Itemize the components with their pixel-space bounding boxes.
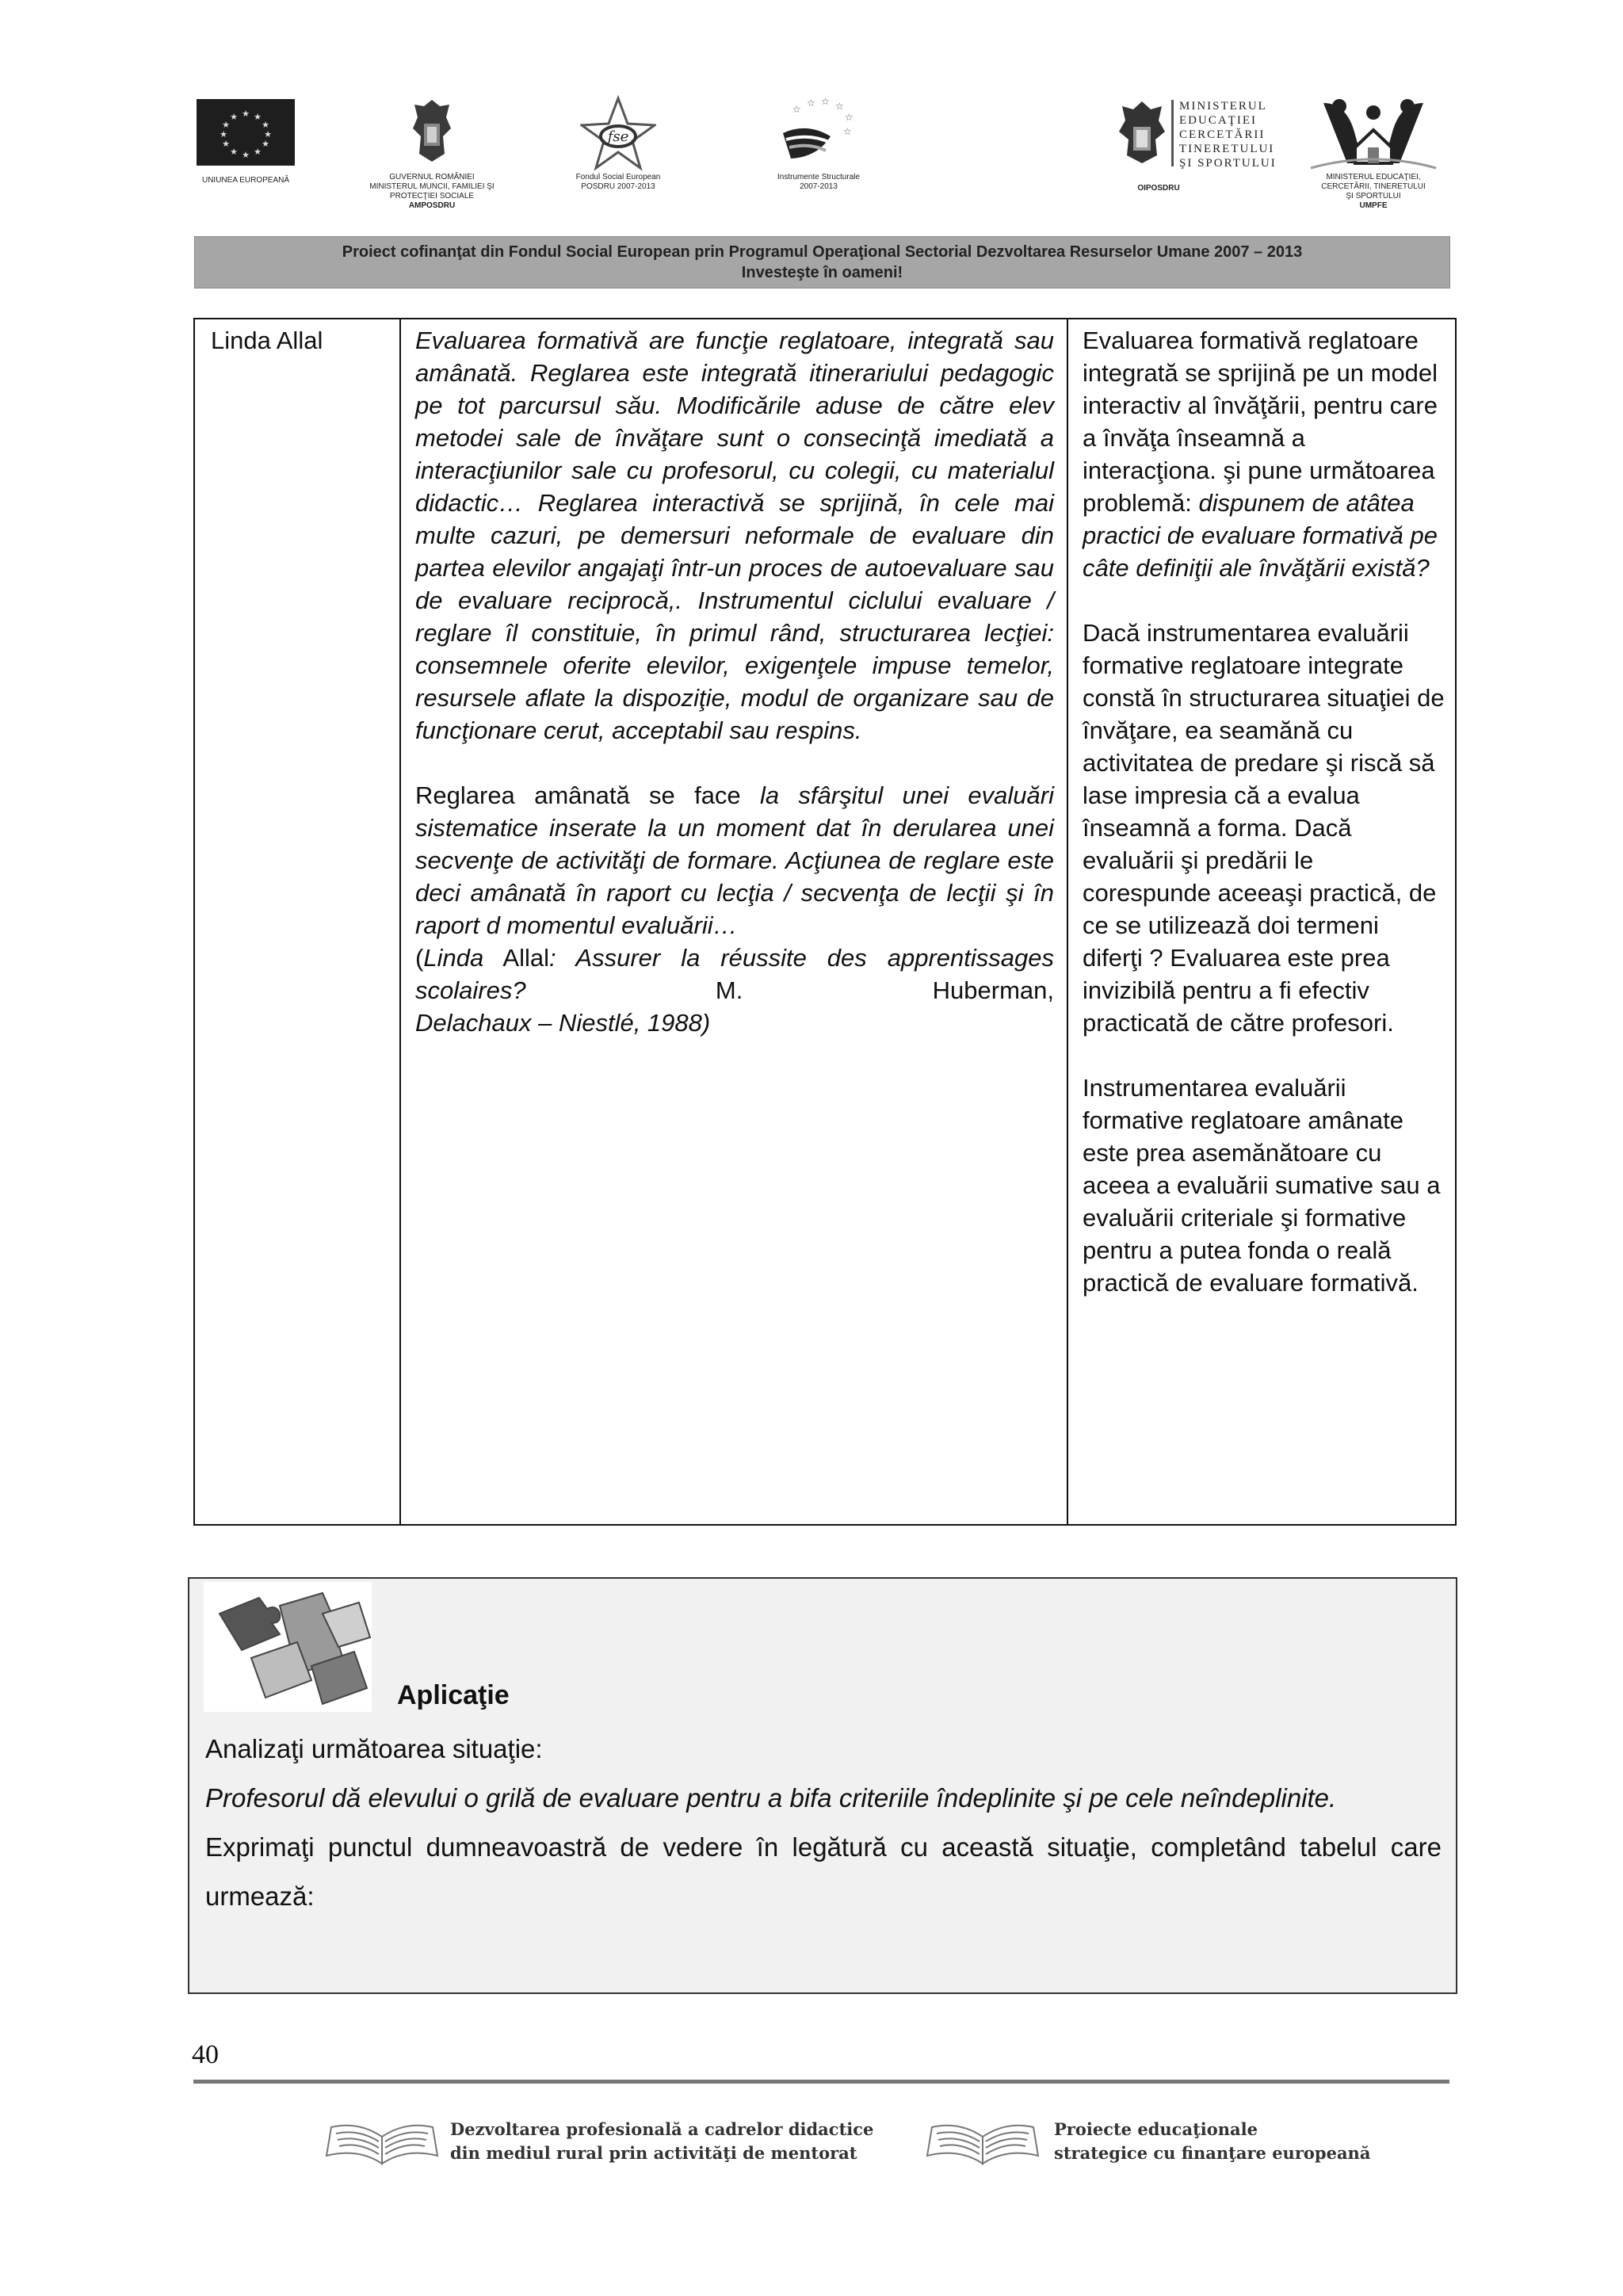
ministry-crest-logo [1114, 100, 1170, 166]
footer-series-title [1054, 2118, 1370, 2165]
ministry-name-line: MINISTERUL [1179, 100, 1267, 113]
is-caption [759, 173, 878, 192]
is-caption-line: 2007-2013 [800, 182, 838, 191]
svg-text:★: ★ [230, 112, 238, 122]
fse-caption-line: POSDRU 2007-2013 [581, 182, 655, 191]
romanian-crest-logo [408, 97, 456, 165]
fse-star-logo [580, 95, 656, 171]
ministry-name-line: TINERETULUI [1179, 143, 1275, 155]
svg-text:★: ★ [220, 129, 227, 139]
citation-part: : Assurer la réussite des apprentissages scolaires? [415, 944, 1054, 1004]
svg-text:☆: ☆ [843, 126, 852, 137]
citation [415, 942, 1054, 1007]
citation-publisher: Delachaux – Niestlé, 1988) [415, 1009, 711, 1037]
quote-text: Reglarea amânată se face [415, 781, 760, 809]
umpfe-caption-line: MINISTERUL EDUCAŢIEI, [1326, 173, 1421, 181]
structural-instruments-logo [775, 95, 859, 170]
oiposdru-caption: OIPOSDRU [1137, 184, 1180, 193]
footer-line: strategice cu finanţare europeană [1054, 2143, 1371, 2163]
svg-text:★: ★ [242, 150, 250, 160]
svg-text:★: ★ [222, 139, 230, 149]
footer-rule [193, 2080, 1449, 2084]
footer-line: Proiecte educaţionale [1054, 2119, 1258, 2139]
quote-text-italic: la sfârşitul unei evaluări sistematice inserate la un moment dat în derularea unei secvenţe de activităţi de formare. Acţiunea de reglare este deci amânată în raport cu lecţia / secvenţa de lecţii şi în raport d momentul evaluării… [415, 781, 1054, 939]
commentary-paragraph: Instrumentarea evaluării formative reglatoare amânate este prea asemănătoare cu aceea a evaluării sumative sau a evaluării criteriale şi formative pentru a putea fonda o reală practică de evaluare formativă. [1083, 1074, 1441, 1297]
commentary-paragraph [1083, 324, 1445, 584]
page-number: 40 [192, 2040, 219, 2069]
umpfe-caption-line: ŞI SPORTULUI [1346, 192, 1401, 201]
quote-paragraph [415, 779, 1054, 942]
ministry-name [1179, 99, 1277, 170]
footer-program-title [450, 2118, 873, 2165]
application-task: Exprimaţi punctul dumneavoastră de vedere în legătură cu această situaţie, completând tabelul care urmează: [205, 1832, 1442, 1911]
gov-caption [361, 173, 503, 211]
svg-text:★: ★ [230, 147, 238, 157]
ministry-divider [1171, 100, 1174, 166]
content-table [193, 318, 1457, 1526]
svg-text:fse: fse [607, 128, 629, 145]
project-banner [194, 236, 1450, 288]
gov-caption-line: AMPOSDRU [408, 201, 456, 210]
footer-line: Dezvoltarea profesională a cadrelor didactice [450, 2119, 874, 2139]
svg-text:★: ★ [264, 129, 272, 139]
citation-part: M. Huberman, [525, 976, 1054, 1004]
application-box [188, 1577, 1457, 1994]
gov-caption-line: MINISTERUL MUNCII, FAMILIEI ŞI [369, 182, 495, 191]
application-instruction: Analizaţi următoarea situaţie: [205, 1734, 543, 1763]
gov-caption-line: GUVERNUL ROMÂNIEI [389, 173, 475, 181]
application-situation: Profesorul dă elevului o grilă de evaluare pentru a bifa criteriile îndeplinite şi pe cele neîndeplinite. [205, 1783, 1337, 1813]
application-body [205, 1725, 1442, 1921]
banner-line: Proiect cofinanţat din Fondul Social European prin Programul Operaţional Sectorial Dezvoltarea Resurselor Umane 2007 – 2013 [342, 243, 1303, 261]
citation-part: ( [415, 944, 424, 972]
gov-caption-line: PROTECŢIEI SOCIALE [389, 192, 475, 201]
svg-text:★: ★ [254, 112, 262, 122]
svg-text:★: ★ [242, 109, 250, 119]
banner-slogan: Investeşte în oameni! [741, 264, 903, 281]
open-book-icon [319, 2116, 445, 2172]
umpfe-caption-line: UMPFE [1359, 201, 1388, 210]
svg-text:★: ★ [262, 120, 269, 130]
is-caption-line: Instrumente Structurale [777, 173, 860, 181]
commentary-question: dispunem de atâtea practici de evaluare formativă pe câte definiţii ale învăţării există? [1083, 489, 1438, 582]
svg-text:★: ★ [262, 139, 269, 149]
eu-flag-logo [197, 99, 295, 166]
svg-text:☆: ☆ [807, 97, 815, 109]
citation-part: Linda [423, 944, 484, 972]
ministry-name-line: EDUCAŢIEI [1179, 114, 1257, 127]
fse-caption [559, 173, 678, 192]
fse-caption-line: Fondul Social European [575, 173, 661, 181]
column-divider [1067, 319, 1068, 1524]
ministry-name-line: ŞI SPORTULUI [1179, 157, 1277, 170]
commentary-cell [1083, 324, 1445, 1299]
svg-text:☆: ☆ [821, 96, 830, 107]
eu-caption: UNIUNEA EUROPEANĂ [201, 176, 290, 185]
author-cell: Linda Allal [211, 327, 323, 354]
umpfe-logo [1308, 95, 1439, 171]
umpfe-caption [1306, 173, 1441, 211]
open-book-icon [919, 2116, 1046, 2172]
column-divider [399, 319, 401, 1524]
svg-text:☆: ☆ [835, 101, 844, 112]
umpfe-caption-line: CERCETĂRII, TINERETULUI [1321, 182, 1426, 191]
commentary-paragraph: Dacă instrumentarea evaluării formative reglatoare integrate constă în structurarea situaţiei de învăţare, ea seamănă cu activitatea de predare şi riscă să lase impresia că a evalua înseamnă a forma. Dacă evaluării şi predării le corespunde aceeaşi practică, de ce se utilizează doi termeni diferţi ? Evaluarea este prea invizibilă pentru a fi efectiv practicată de către profesori. [1083, 619, 1445, 1037]
footer-line: din mediul rural prin activităţi de mentorat [450, 2143, 857, 2163]
svg-text:★: ★ [254, 147, 262, 157]
commentary-text: Evaluarea formativă reglatoare integrată se sprijină pe un model interactiv al învăţării, pentru care a învăţa înseamnă a interacţiona. şi pune următoarea problemă: [1083, 327, 1438, 517]
quote-paragraph: Evaluarea formativă are funcţie reglatoare, integrată sau amânată. Reglarea este integrată itinerariului pedagogic pe tot parcursul său. Modificările aduse de către elev metodei sale de învăţare sunt o consecinţă imediată a interacţiunilor sale cu profesorul, cu colegii, cu materialul didactic… Reglarea interactivă se sprijină, în cele mai multe cazuri, pe demersuri neformale de evaluare din partea elevilor angajaţi într-un proces de autoevaluare sau de evaluare reciprocă,. Instrumentul ciclului evaluare / reglare îl constituie, în primul rând, structurarea lecţiei: consemnele oferite elevilor, exigenţele impuse temelor, resursele aflate la dispoziţie, modul de organizare sau de funcţionare cerut, acceptabil sau respins. [415, 327, 1054, 744]
application-title: Aplicaţie [397, 1680, 510, 1710]
puzzle-icon [204, 1582, 372, 1712]
ministry-name-line: CERCETĂRII [1179, 128, 1266, 141]
svg-text:☆: ☆ [792, 104, 801, 115]
citation-part: Allal [483, 944, 550, 972]
svg-text:☆: ☆ [845, 112, 854, 123]
svg-text:★: ★ [222, 120, 230, 130]
quote-cell [415, 324, 1054, 1039]
